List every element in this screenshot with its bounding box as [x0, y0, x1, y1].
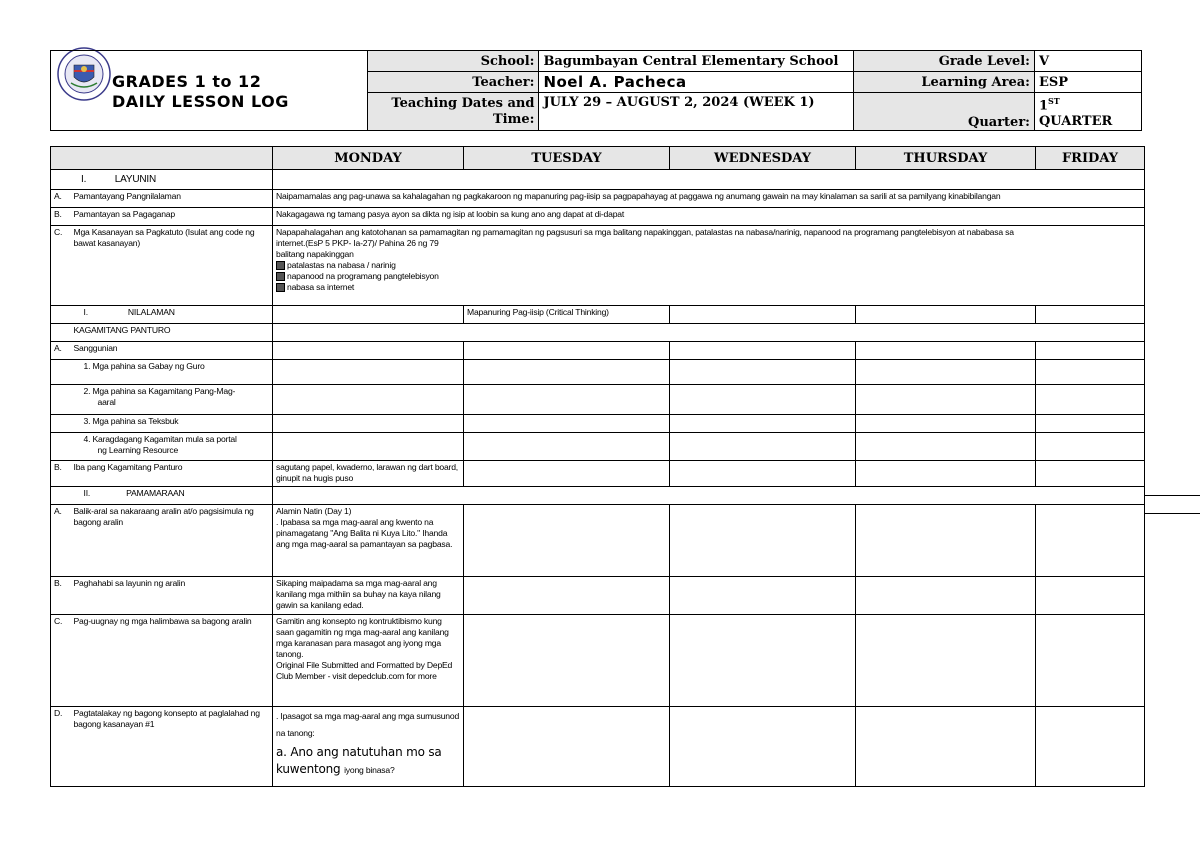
row-index: A.: [51, 190, 71, 208]
row-label: Iba pang Kagamitang Panturo: [71, 461, 273, 487]
row-index: C.: [51, 615, 71, 707]
row-index: II.: [83, 488, 91, 498]
row-label: Pamantayang Pangnilalaman: [71, 190, 273, 208]
kasanayan-item: patalastas na nabasa / narinig: [287, 260, 396, 270]
row-index: B.: [51, 208, 71, 226]
quarter-number: 1: [1038, 98, 1049, 114]
table-row: [51, 190, 1145, 208]
row-index: I.: [83, 307, 88, 317]
table-row: [51, 615, 1145, 707]
question-a-cont: iyong binasa?: [344, 765, 395, 775]
row-label: Sanggunian: [71, 342, 273, 360]
divider-line: [1144, 513, 1200, 514]
day-wednesday: WEDNESDAY: [670, 147, 856, 170]
row-label: 2. Mga pahina sa Kagamitang Pang-Mag-: [83, 386, 236, 396]
doc-title-line2: DAILY LESSON LOG: [112, 92, 289, 111]
days-header-row: [51, 147, 1145, 170]
table-row: [51, 226, 1145, 306]
table-row: [51, 360, 1145, 385]
table-row: [51, 170, 1145, 190]
teaching-dates-label: Teaching Dates and: [391, 95, 535, 111]
row-label: Balik-aral sa nakaraang aralin at/o pagsisimula ng bagong aralin: [71, 505, 273, 577]
row-index: C.: [51, 226, 71, 306]
school-value: Bagumbayan Central Elementary School: [539, 51, 854, 72]
day-friday: FRIDAY: [1036, 147, 1145, 170]
pamamaraan-heading: PAMAMARAAN: [126, 488, 185, 498]
row-label: 1. Mga pahina sa Gabay ng Guro: [83, 361, 205, 371]
quarter-label: Quarter:: [854, 93, 1035, 131]
alamin-natin-heading: Alamin Natin (Day 1): [276, 506, 352, 516]
table-row: [51, 208, 1145, 226]
row-index: A.: [51, 505, 71, 577]
nilalaman-text: Mapanuring Pag-iisip (Critical Thinking): [464, 306, 670, 324]
nilalaman-heading: NILALAMAN: [127, 307, 175, 317]
row-label: Pag-uugnay ng mga halimbawa sa bagong aralin: [71, 615, 273, 707]
source-note-text: Original File Submitted and Formatted by DepEd Club Member - visit depedclub.com for more: [276, 660, 453, 681]
row-index: A.: [51, 342, 71, 360]
table-row: [51, 487, 1145, 505]
row-label-cont: ng Learning Resource: [97, 445, 179, 455]
day-monday: MONDAY: [273, 147, 464, 170]
row-index: B.: [51, 461, 71, 487]
row-label: Pamantayan sa Pagaganap: [71, 208, 273, 226]
layunin-heading: LAYUNIN: [114, 174, 156, 185]
checkbox-icon: [276, 272, 285, 281]
kasanayan-code: internet.(EsP 5 PKP- Ia-27)/ Pahina 26 ng 79: [276, 238, 439, 248]
lesson-log-table: [50, 146, 1145, 787]
row-label-cont: aaral: [97, 397, 116, 407]
table-row: [51, 385, 1145, 415]
kasanayan-item: napanood na programang pangtelebisyon: [287, 271, 439, 281]
row-label: Mga Kasanayan sa Pagkatuto (Isulat ang code ng bawat kasanayan): [71, 226, 273, 306]
pamantayan-sa-pagaganap-text: Nakagagawa ng tamang pasya ayon sa dikta ng isip at loobin sa kung ano ang dapat at di-dapat: [273, 208, 1145, 226]
pagtatalakay-text: . Ipasagot sa mga mag-aaral ang mga sumusunod na tanong:: [276, 711, 460, 738]
row-label: Pagtatalakay ng bagong konsepto at paglalahad ng bagong kasanayan #1: [71, 707, 273, 787]
pag-uugnay-text: Gamitin ang konsepto ng kontruktibismo kung saan gagamitin ng mga mag-aaral ang kanilang mga karanasan para masagot ang iyong mga tanong.: [276, 616, 449, 659]
kasanayan-item: nabasa sa internet: [287, 282, 355, 292]
table-row: [51, 342, 1145, 360]
checkbox-icon: [276, 261, 285, 270]
quarter-value: QUARTER: [1038, 114, 1113, 130]
row-label: 4. Karagdagang Kagamitan mula sa portal: [83, 434, 237, 444]
table-row: [51, 324, 1145, 342]
learning-area-value: ESP: [1034, 72, 1141, 93]
teacher-value: Noel A. Pacheca: [539, 72, 854, 93]
table-row: [51, 577, 1145, 615]
table-row: [51, 505, 1145, 577]
school-label: School:: [367, 51, 539, 72]
pamantayang-pangnilalaman-text: Naipamamalas ang pag-unawa sa kahalagahan ng pagkakaroon ng mapanuring pag-iisip sa pagpapahayag at paggawa ng anumang gawain na may kinalaman sa sarili at sa pamilyang kinabibilangan: [273, 190, 1145, 208]
balik-aral-text: . Ipabasa sa mga mag-aaral ang kwento na pinamagatang "Ang Balita ni Kuya Lito." Ihanda ang mga mag-aaral sa pamantayan sa pagbasa.: [276, 517, 453, 549]
iba-pang-kagamitan-text: sagutang papel, kwaderno, larawan ng dart board, ginupit na hugis puso: [273, 461, 464, 487]
teaching-dates-value: JULY 29 – AUGUST 2, 2024 (WEEK 1): [539, 93, 854, 131]
teacher-label: Teacher:: [367, 72, 539, 93]
header-info-table: [50, 50, 1142, 131]
question-a-text: a. Ano ang natutuhan mo sa kuwentong: [276, 745, 442, 776]
day-thursday: THURSDAY: [856, 147, 1036, 170]
kasanayan-text: Napapahalagahan ang katotohanan sa pamamagitan ng pamamagitan ng pagsusuri sa mga balitang napakinggan, patalastas na nabasa/narinig, napanood na programang pangtelebisyon at nababasa sa: [276, 227, 1014, 237]
learning-area-label: Learning Area:: [854, 72, 1035, 93]
row-label: 3. Mga pahina sa Teksbuk: [83, 416, 179, 426]
table-row: [51, 707, 1145, 787]
doc-title-line1: GRADES 1 to 12: [112, 72, 262, 91]
kasanayan-item: balitang napakinggan: [276, 249, 354, 259]
teaching-time-label: Time:: [493, 111, 535, 127]
grade-level-value: V: [1034, 51, 1141, 72]
table-row: [51, 461, 1145, 487]
kagamitang-panturo-heading: KAGAMITANG PANTURO: [71, 324, 273, 342]
row-label: Paghahabi sa layunin ng aralin: [71, 577, 273, 615]
row-index: D.: [51, 707, 71, 787]
divider-line: [1144, 495, 1200, 496]
table-row: [51, 415, 1145, 433]
day-tuesday: TUESDAY: [464, 147, 670, 170]
paghahabi-text: Sikaping maipadama sa mga mag-aaral ang kanilang mga mithiin sa buhay na kaya nilang gawin sa kanilang edad.: [273, 577, 464, 615]
table-row: [51, 433, 1145, 461]
table-row: [51, 306, 1145, 324]
layunin-index: I.: [81, 174, 87, 185]
quarter-suffix: ST: [1048, 96, 1060, 106]
row-index: B.: [51, 577, 71, 615]
checkbox-icon: [276, 283, 285, 292]
grade-level-label: Grade Level:: [854, 51, 1035, 72]
